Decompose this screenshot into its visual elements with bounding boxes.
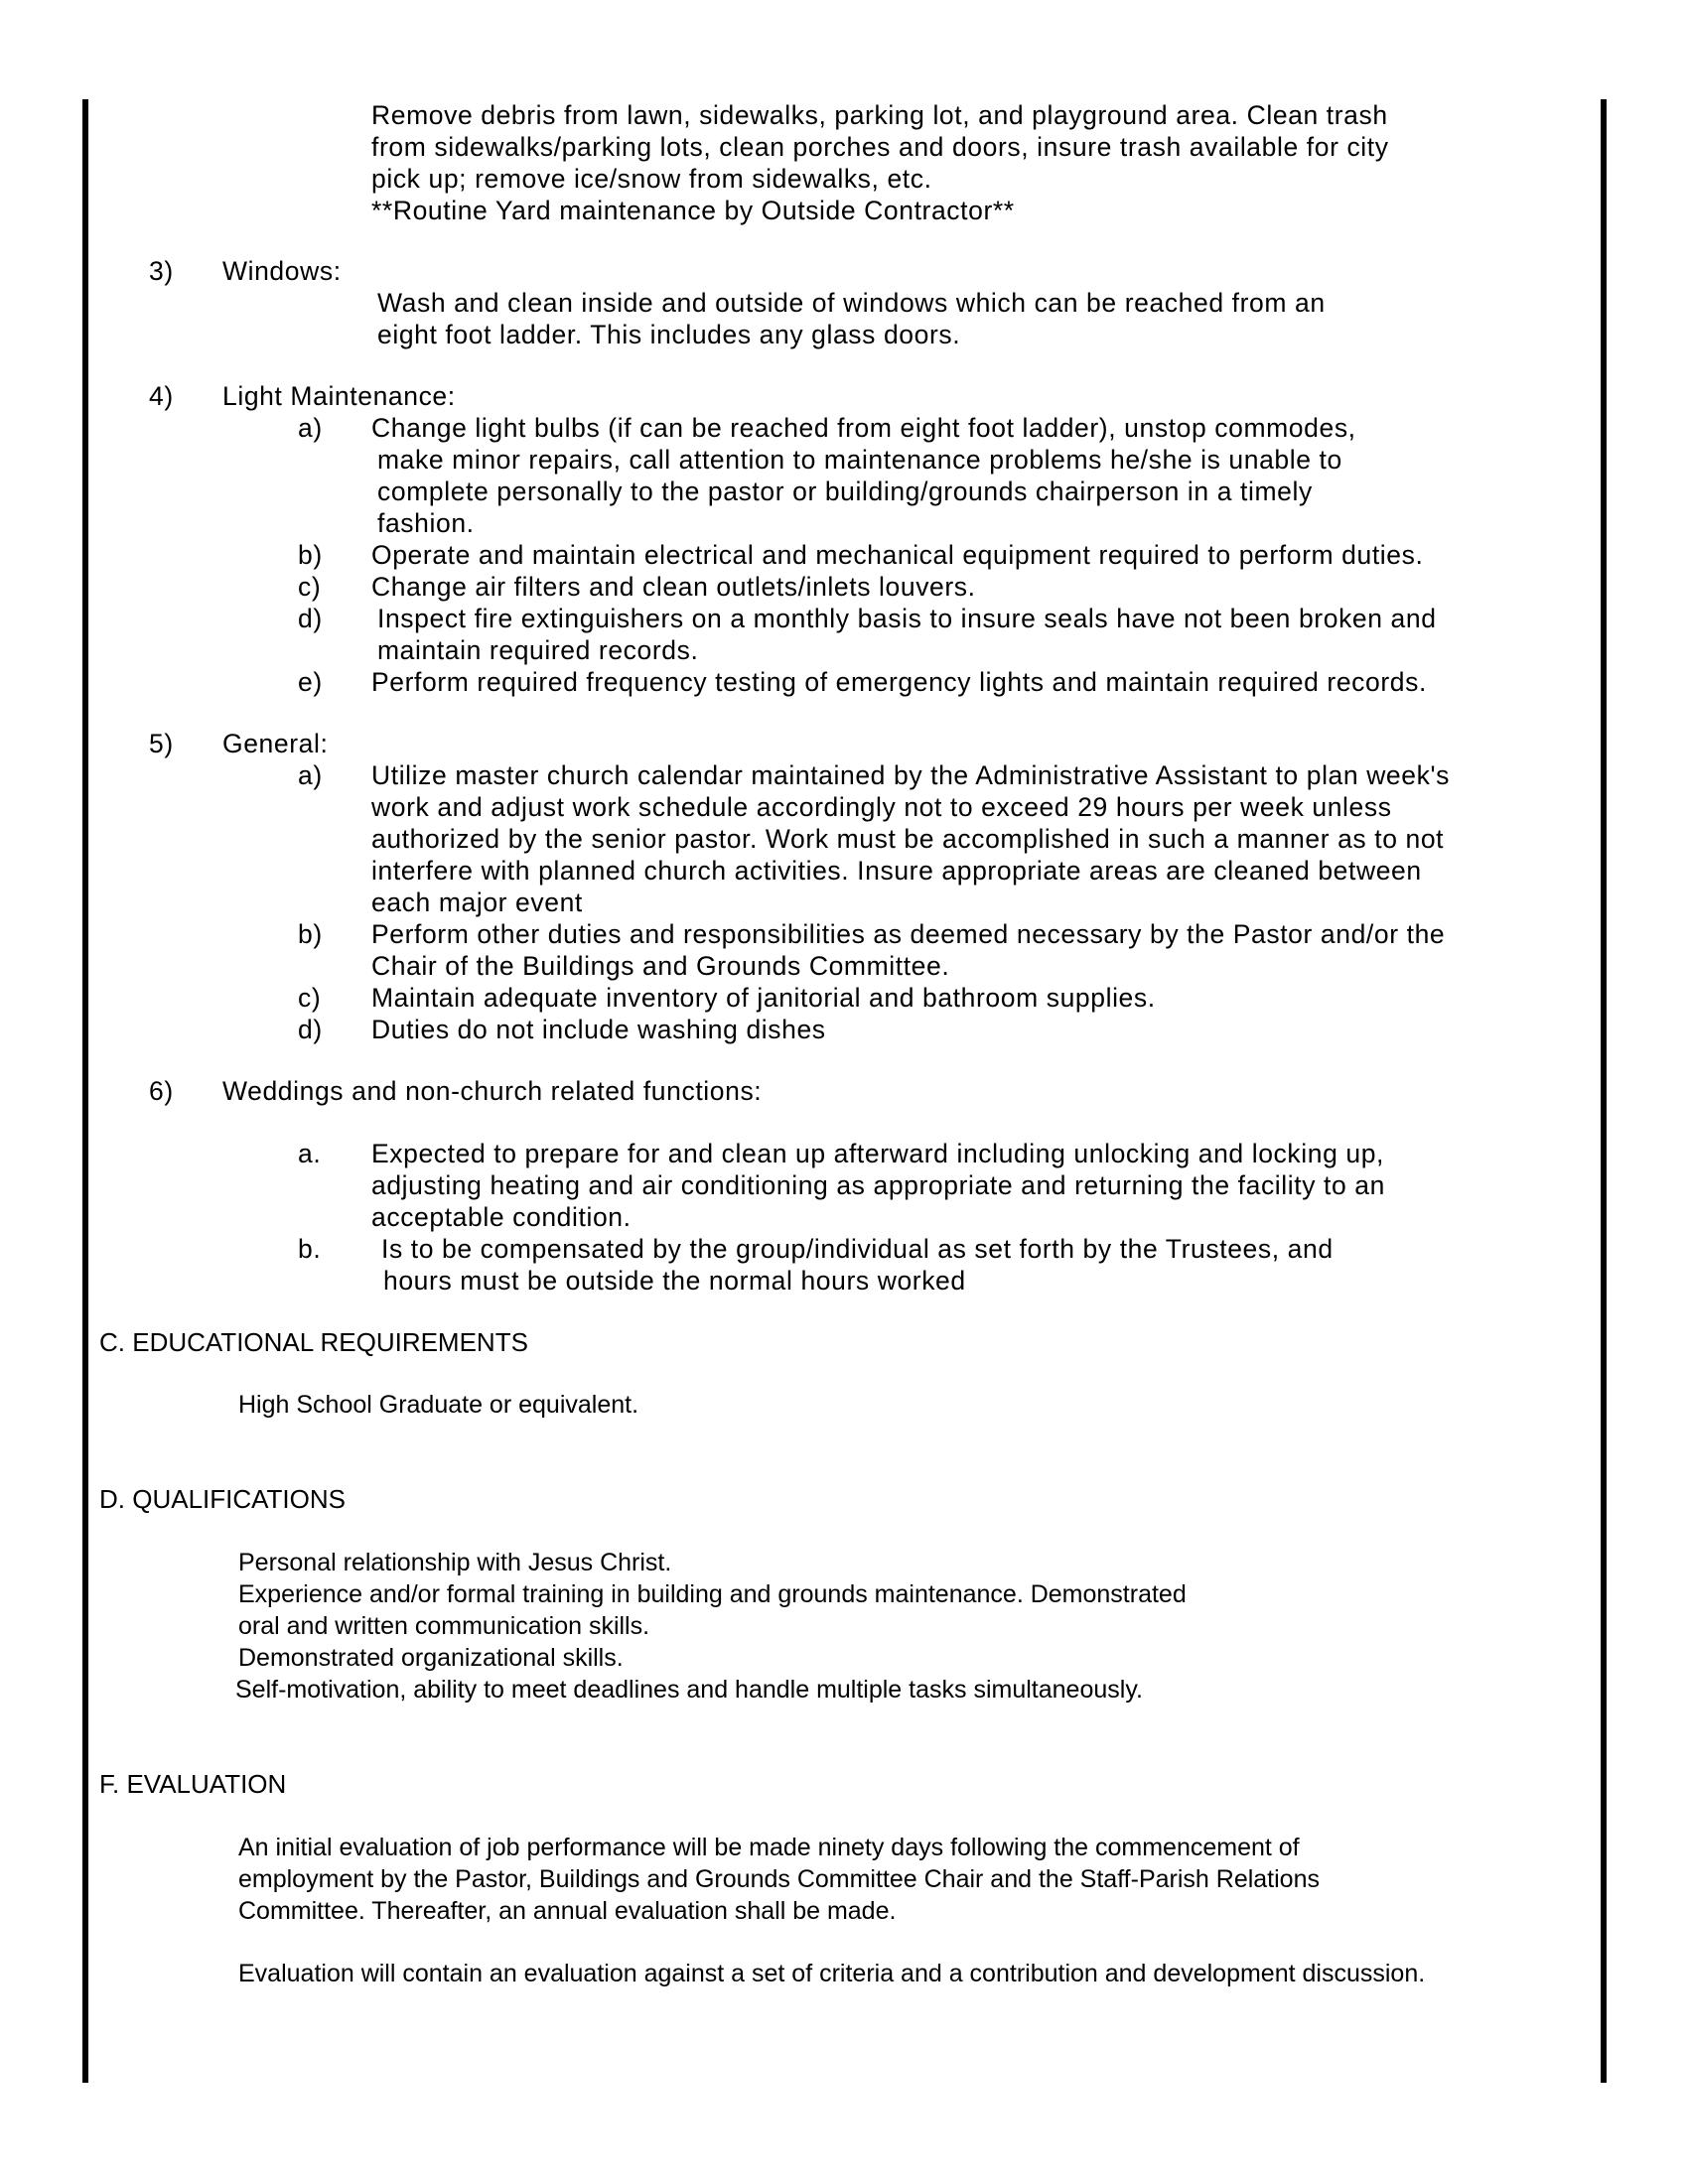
item-number: 5) <box>149 729 174 758</box>
section-text: Demonstrated organizational skills. <box>238 1644 624 1672</box>
item-number: 4) <box>149 381 174 411</box>
sub-text: hours must be outside the normal hours worked <box>383 1266 966 1296</box>
sub-text: Change light bulbs (if can be reached from eight foot ladder), unstop commodes, <box>371 413 1356 443</box>
section-text: An initial evaluation of job performance will be made ninety days following the commencement of <box>238 1834 1300 1861</box>
section-text: Experience and/or formal training in building and grounds maintenance. Demonstrated <box>238 1580 1187 1608</box>
section-text: High School Graduate or equivalent. <box>238 1391 639 1419</box>
item-title-weddings: Weddings and non-church related functions: <box>222 1076 763 1106</box>
sub-text: Expected to prepare for and clean up afterward including unlocking and locking up, <box>371 1139 1385 1168</box>
sub-text: Is to be compensated by the group/individual as set forth by the Trustees, and <box>381 1234 1334 1264</box>
sub-text: Perform other duties and responsibilities as deemed necessary by the Pastor and/or the <box>371 919 1446 949</box>
sub-text: maintain required records. <box>377 635 699 665</box>
item-text: Wash and clean inside and outside of windows which can be reached from an <box>377 288 1326 318</box>
sub-label: a. <box>298 1139 322 1168</box>
sub-text: make minor repairs, call attention to maintenance problems he/she is unable to <box>377 445 1342 475</box>
right-margin-bar <box>1601 99 1607 2083</box>
intro-line: Remove debris from lawn, sidewalks, parking lot, and playground area. Clean trash <box>371 100 1388 130</box>
sub-text: Duties do not include washing dishes <box>371 1015 826 1044</box>
sub-label: b. <box>298 1234 322 1264</box>
section-text: oral and written communication skills. <box>238 1612 650 1640</box>
sub-text: each major event <box>371 887 583 917</box>
item-title-general: General: <box>222 729 329 758</box>
item-title-windows: Windows: <box>222 256 342 286</box>
sub-text: fashion. <box>377 508 475 538</box>
intro-note: **Routine Yard maintenance by Outside Contractor** <box>371 196 1015 225</box>
sub-label: e) <box>298 667 323 697</box>
section-heading-evaluation: F. EVALUATION <box>99 1769 287 1799</box>
section-text: employment by the Pastor, Buildings and Grounds Committee Chair and the Staff-Parish Relations <box>238 1865 1320 1893</box>
sub-text: complete personally to the pastor or building/grounds chairperson in a timely <box>377 477 1313 506</box>
sub-text: Operate and maintain electrical and mechanical equipment required to perform duties. <box>371 540 1424 570</box>
intro-line: pick up; remove ice/snow from sidewalks, etc. <box>371 164 932 194</box>
item-number: 6) <box>149 1076 174 1106</box>
sub-text: Change air filters and clean outlets/inlets louvers. <box>371 572 976 602</box>
sub-text: Maintain adequate inventory of janitorial and bathroom supplies. <box>371 983 1156 1013</box>
sub-text: authorized by the senior pastor. Work must be accomplished in such a manner as to not <box>371 824 1445 854</box>
sub-label: c) <box>298 983 322 1013</box>
section-text: Committee. Thereafter, an annual evaluation shall be made. <box>238 1897 897 1925</box>
sub-text: Inspect fire extinguishers on a monthly basis to insure seals have not been broken and <box>377 604 1437 633</box>
sub-text: work and adjust work schedule accordingly not to exceed 29 hours per week unless <box>371 792 1392 822</box>
sub-label: a) <box>298 413 323 443</box>
item-title-light-maintenance: Light Maintenance: <box>222 381 456 411</box>
sub-label: b) <box>298 919 323 949</box>
sub-label: b) <box>298 540 323 570</box>
item-number: 3) <box>149 256 174 286</box>
sub-text: Perform required frequency testing of emergency lights and maintain required records. <box>371 667 1427 697</box>
sub-label: d) <box>298 604 323 633</box>
section-heading-qualifications: D. QUALIFICATIONS <box>99 1484 346 1514</box>
sub-text: adjusting heating and air conditioning as appropriate and returning the facility to an <box>371 1170 1385 1200</box>
section-text: Self-motivation, ability to meet deadlines and handle multiple tasks simultaneously. <box>235 1676 1143 1704</box>
intro-line: from sidewalks/parking lots, clean porches and doors, insure trash available for city <box>371 132 1389 162</box>
sub-text: acceptable condition. <box>371 1202 632 1232</box>
sub-label: c) <box>298 572 322 602</box>
section-heading-educational: C. EDUCATIONAL REQUIREMENTS <box>99 1327 528 1357</box>
item-text: eight foot ladder. This includes any glass doors. <box>377 320 961 349</box>
section-text: Personal relationship with Jesus Christ. <box>238 1549 672 1576</box>
sub-text: interfere with planned church activities. Insure appropriate areas are cleaned between <box>371 856 1422 886</box>
sub-text: Utilize master church calendar maintained by the Administrative Assistant to plan week's <box>371 760 1450 790</box>
sub-text: Chair of the Buildings and Grounds Committee. <box>371 951 950 981</box>
left-margin-bar <box>82 99 88 2083</box>
section-text: Evaluation will contain an evaluation against a set of criteria and a contribution and development discussion. <box>238 1960 1426 1987</box>
sub-label: a) <box>298 760 323 790</box>
sub-label: d) <box>298 1015 323 1044</box>
